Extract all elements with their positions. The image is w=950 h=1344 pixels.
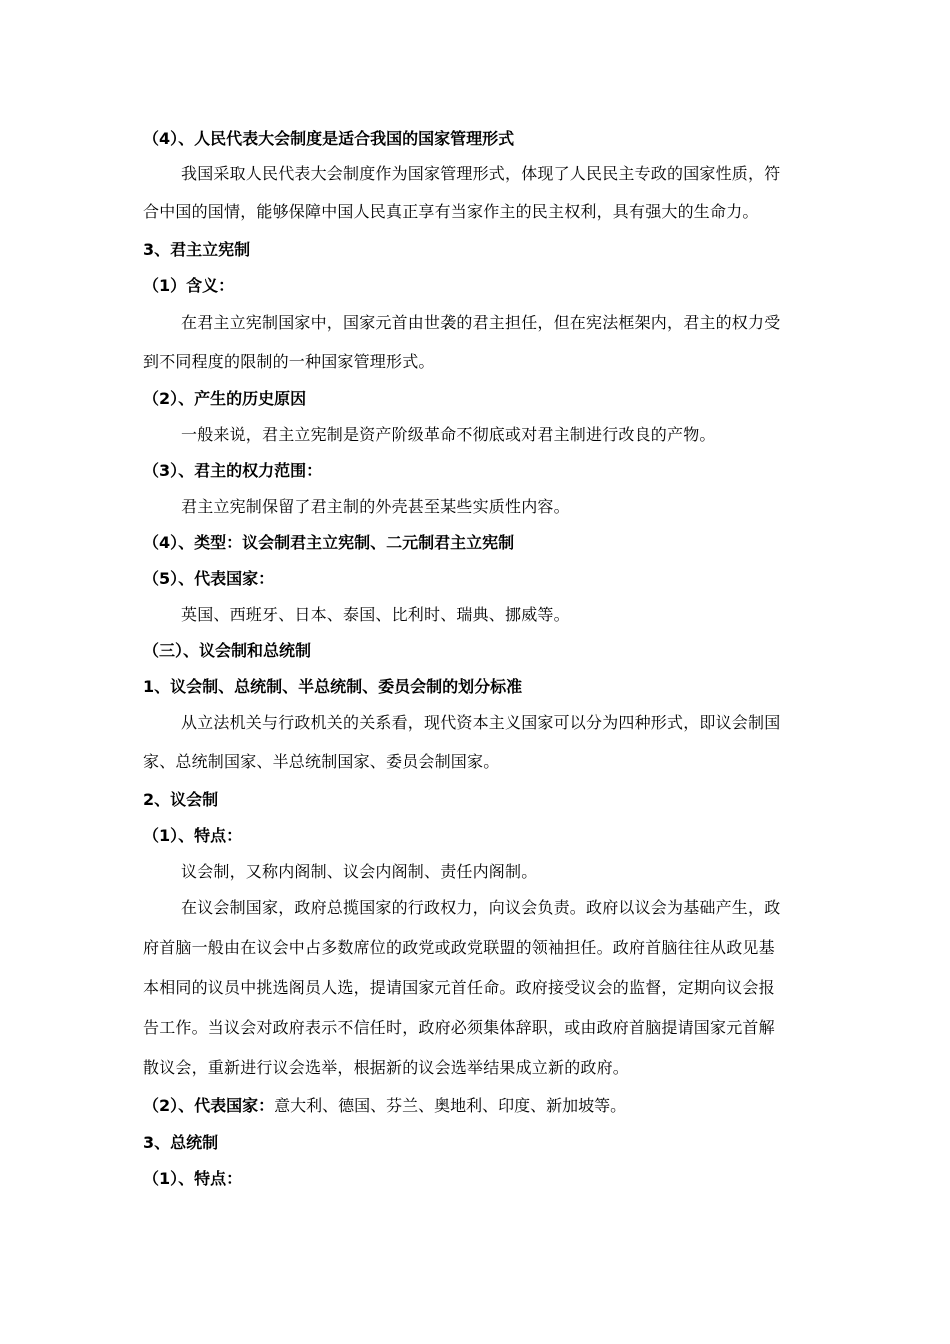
- heading-lishi-yuanyin: （2）、产生的历史原因: [143, 389, 307, 408]
- heading-huafen-biaozhun: 1、议会制、总统制、半总统制、委员会制的划分标准: [143, 677, 523, 696]
- paragraph-line: 议会制，又称内阁制、议会内阁制、责任内阁制。: [181, 862, 538, 881]
- heading-quanli-fanwei: （3）、君主的权力范围：: [143, 461, 323, 480]
- heading-daibiao-guojia: （5）、代表国家：: [143, 569, 275, 588]
- heading-yihuizhi: 2、议会制: [143, 790, 219, 809]
- paragraph-line: 告工作。当议会对政府表示不信任时，政府必须集体辞职，或由政府首脑提请国家元首解: [143, 1018, 775, 1037]
- paragraph-line: 府首脑一般由在议会中占多数席位的政党或政党联盟的领袖担任。政府首脑往往从政见基: [143, 938, 775, 957]
- heading-tedian-2: （1）、特点：: [143, 1169, 243, 1188]
- heading-junzhu-lixian: 3、君主立宪制: [143, 240, 251, 259]
- heading-hanyi: （1）含义：: [143, 276, 235, 295]
- heading-tedian: （1）、特点：: [143, 826, 243, 845]
- paragraph-line: 君主立宪制保留了君主制的外壳甚至某些实质性内容。: [181, 497, 570, 516]
- paragraph-line: 一般来说，君主立宪制是资产阶级革命不彻底或对君主制进行改良的产物。: [181, 425, 716, 444]
- country-list: 意大利、德国、芬兰、奥地利、印度、新加坡等。: [274, 1096, 627, 1115]
- paragraph-line: 散议会，重新进行议会选举，根据新的议会选举结果成立新的政府。: [143, 1058, 630, 1077]
- paragraph-line: 到不同程度的限制的一种国家管理形式。: [143, 352, 435, 371]
- paragraph-line: 从立法机关与行政机关的关系看，现代资本主义国家可以分为四种形式，即议会制国: [181, 713, 781, 732]
- heading-zongtongzhi: 3、总统制: [143, 1133, 219, 1152]
- paragraph-line: 在君主立宪制国家中，国家元首由世袭的君主担任，但在宪法框架内，君主的权力受: [181, 313, 781, 332]
- paragraph-line: 英国、西班牙、日本、泰国、比利时、瑞典、挪威等。: [181, 605, 570, 624]
- paragraph-line: 我国采取人民代表大会制度作为国家管理形式，体现了人民民主专政的国家性质，符: [181, 164, 781, 183]
- paragraph-line: 合中国的国情，能够保障中国人民真正享有当家作主的民主权利，具有强大的生命力。: [143, 202, 759, 221]
- heading-label: （2）、代表国家：: [143, 1096, 275, 1115]
- paragraph-line: 在议会制国家，政府总揽国家的行政权力，向议会负责。政府以议会为基础产生，政: [181, 898, 781, 917]
- heading-yihui-daibiao: [143, 1096, 626, 1116]
- heading-leixing: （4）、类型：议会制君主立宪制、二元制君主立宪制: [143, 533, 515, 552]
- paragraph-line: 本相同的议员中挑选阁员人选，提请国家元首任命。政府接受议会的监督，定期向议会报: [143, 978, 775, 997]
- paragraph-line: 家、总统制国家、半总统制国家、委员会制国家。: [143, 752, 500, 771]
- heading-renda: （4）、人民代表大会制度是适合我国的国家管理形式: [143, 129, 515, 148]
- heading-section-san: （三）、议会制和总统制: [143, 641, 312, 660]
